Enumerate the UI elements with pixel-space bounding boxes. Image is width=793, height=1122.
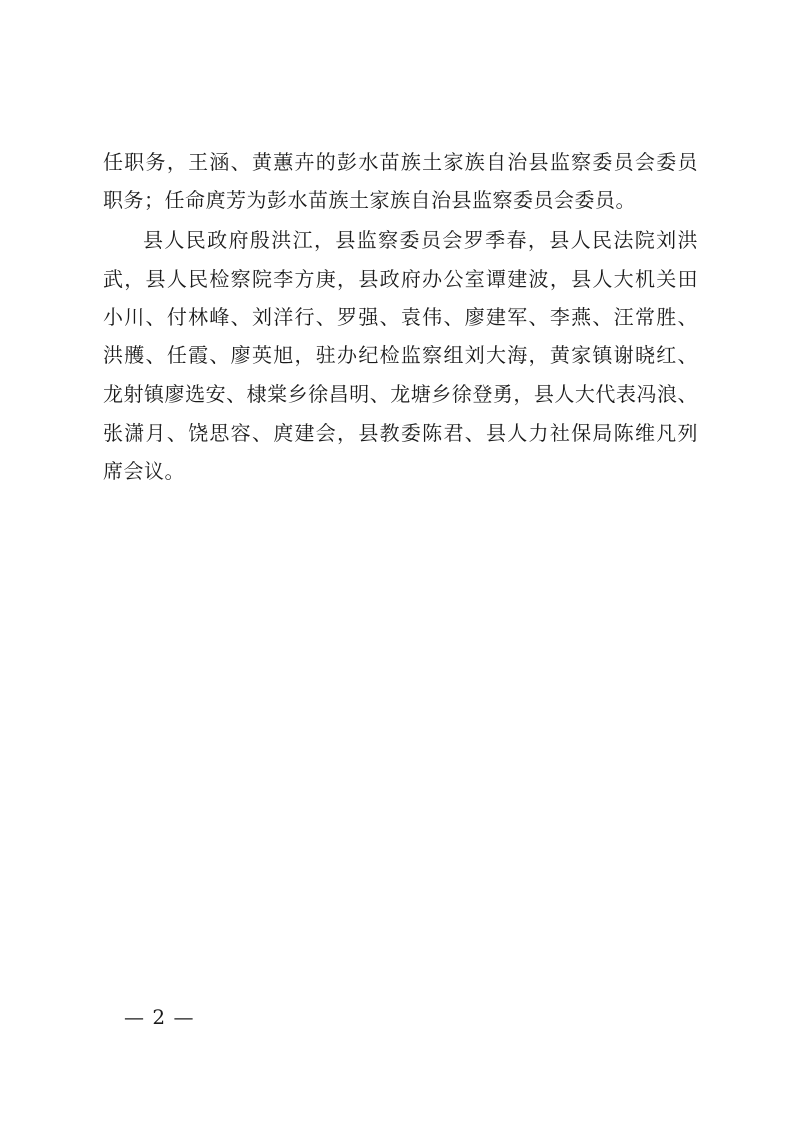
paragraph-2-line-3: 小川、付林峰、刘洋行、罗强、袁伟、廖建军、李燕、汪常胜、: [103, 305, 698, 329]
page-number: — 2 —: [124, 1005, 195, 1029]
paragraph-2-line-4: 洪雘、任霞、廖英旭，驻办纪检监察组刘大海，黄家镇谢晓红、: [103, 343, 698, 367]
paragraph-2-line-1: 县人民政府殷洪江，县监察委员会罗季春，县人民法院刘洪: [143, 228, 698, 252]
paragraph-2-line-7: 席会议。: [103, 459, 185, 483]
paragraph-2-line-6: 张潇月、饶思容、庹建会，县教委陈君、县人力社保局陈维凡列: [103, 421, 698, 445]
paragraph-1-line-2: 职务；任命庹芳为彭水苗族土家族自治县监察委员会委员。: [103, 188, 636, 212]
paragraph-1-line-1: 任职务，王涵、黄蕙卉的彭水苗族土家族自治县监察委员会委员: [103, 150, 698, 174]
paragraph-2-line-5: 龙射镇廖选安、棣棠乡徐昌明、龙塘乡徐登勇，县人大代表冯浪、: [103, 382, 698, 406]
paragraph-2-line-2: 武，县人民检察院李方庚，县政府办公室谭建波，县人大机关田: [103, 267, 698, 291]
